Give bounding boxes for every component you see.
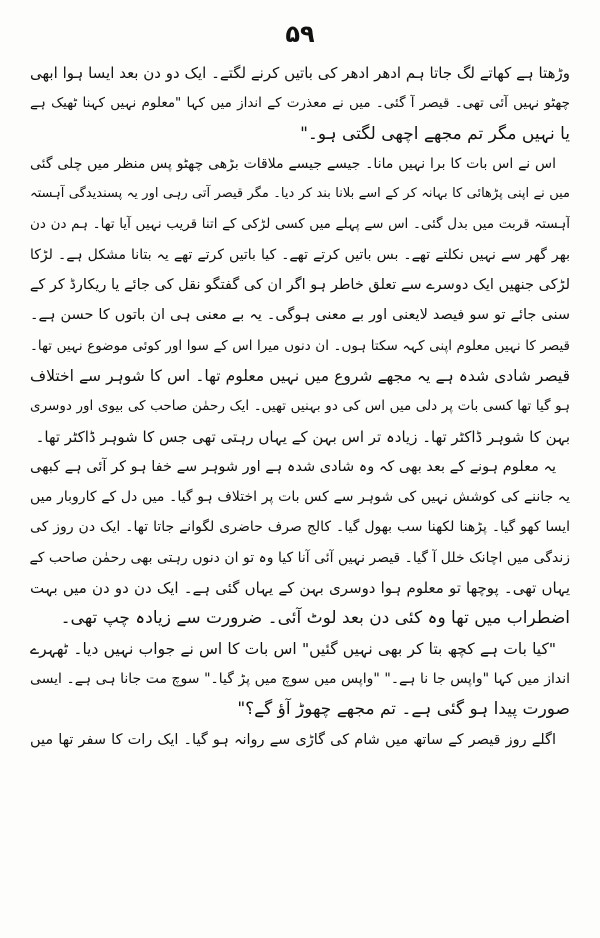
text-line: چھٹو نہیں آئی تھی۔ قیصر آ گئی۔ میں نے معذرت کے انداز میں کہا "معلوم نہیں کہنا ٹھیک ہے xyxy=(30,95,570,112)
text-line: ایسا کھو گیا۔ پڑھنا لکھنا سب بھول گیا۔ کالج صرف حاضری لگوانے جاتا تھا۔ ایک دن روز کی xyxy=(30,519,570,536)
text-line: سنی جائے تو سو فیصد لایعنی اور بے معنی ہوگی۔ یہ بے معنی ہی ان باتوں کا حسن ہے۔ xyxy=(30,307,570,324)
text-line: یہاں تھی۔ پوچھا تو معلوم ہوا دوسری بہن کے یہاں گئی ہے۔ ایک دن دو دن میں بہت xyxy=(30,579,570,598)
text-line: یہ معلوم ہونے کے بعد بھی کہ وہ شادی شدہ ہے اور شوہر سے خفا ہو کر آئی ہے کبھی xyxy=(30,458,556,475)
text-line: یا نہیں مگر تم مجھے اچھی لگتی ہو۔" xyxy=(300,123,570,144)
text-line: اس نے اس بات کا برا نہیں مانا۔ جیسے جیسے ملاقات بڑھی چھٹو پس منظر میں چلی گئی xyxy=(30,155,556,172)
text-line: لڑکی جنھیں ایک دوسرے سے تعلق خاطر ہو اگر ان کی گفتگو نقل کی جائے یا ریکارڈ کر کے xyxy=(30,277,570,294)
page-number: ۵۹ xyxy=(285,20,315,48)
text-line: قیصر شادی شدہ ہے یہ مجھے شروع میں نہیں معلوم تھا۔ اس کا شوہر سے اختلاف xyxy=(30,366,570,385)
body-text xyxy=(30,58,570,755)
text-line: یہ جاننے کی کوشش نہیں کی شوہر سے کس بات پر اختلاف ہو گیا۔ میں دل کے کاروبار میں xyxy=(30,489,570,506)
text-line: صورت پیدا ہو گئی ہے۔ تم مجھے چھوڑ آؤ گے؟" xyxy=(237,699,570,720)
text-line: "کیا بات ہے کچھ بتا کر بھی نہیں گئیں" اس بات کا اس نے جواب نہیں دیا۔ ٹھہرے xyxy=(30,639,556,658)
text-line: زندگی میں اچانک خلل آ گیا۔ قیصر نہیں آئی آنا کیا وہ تو ان دنوں رہتی بھی رحمٰن صاحب کے xyxy=(30,549,570,566)
text-line: میں نے اپنی پڑھائی کا بہانہ کر کے اسے بلانا بند کر دیا۔ مگر قیصر آتی رہی اور یہ پسندیدگی آہستہ xyxy=(30,186,570,202)
text-line: ہو گیا تھا کسی بات پر دلی میں اس کی دو بہنیں تھیں۔ ایک رحمٰن صاحب کی بیوی اور دوسری xyxy=(30,398,570,415)
text-line: وڑھتا ہے کھاتے لگ جاتا ہم ادھر ادھر کی باتیں کرنے لگتے۔ ایک دو دن بعد ایسا ہوا ابھی xyxy=(30,64,570,82)
text-line: انداز میں کہا "واپس جا نا ہے۔" "واپس میں سوچ میں پڑ گیا۔" سوچ مت جانا ہی ہے۔ ایسی xyxy=(30,670,570,687)
text-line: بھر گھر سے نہیں نکلتے تھے۔ بس باتیں کرتے تھے۔ کیا باتیں کرتے تھے یہ بتانا مشکل ہے۔ لڑکا xyxy=(30,246,570,263)
text-line: بہن کا شوہر ڈاکٹر تھا۔ زیادہ تر اس بہن کے یہاں رہتی تھی جس کا شوہر ڈاکٹر تھا۔ xyxy=(35,427,570,446)
text-line: قیصر کا نہیں معلوم اپنی کہہ سکتا ہوں۔ ان دنوں میرا اس کے سوا اور کوئی موضوع نہیں تھا۔ xyxy=(30,337,570,354)
text-line: آہستہ قربت میں بدل گئی۔ اس سے پہلے میں کسی لڑکی کے اتنا قریب نہیں آیا تھا۔ ہم دن دن xyxy=(30,216,570,233)
text-line: اگلے روز قیصر کے ساتھ میں شام کی گاڑی سے روانہ ہو گیا۔ ایک رات کا سفر تھا میں xyxy=(30,731,556,748)
text-line: اضطراب میں تھا وہ کئی دن بعد لوٹ آئی۔ ضرورت سے زیادہ چپ تھی۔ xyxy=(60,608,570,629)
